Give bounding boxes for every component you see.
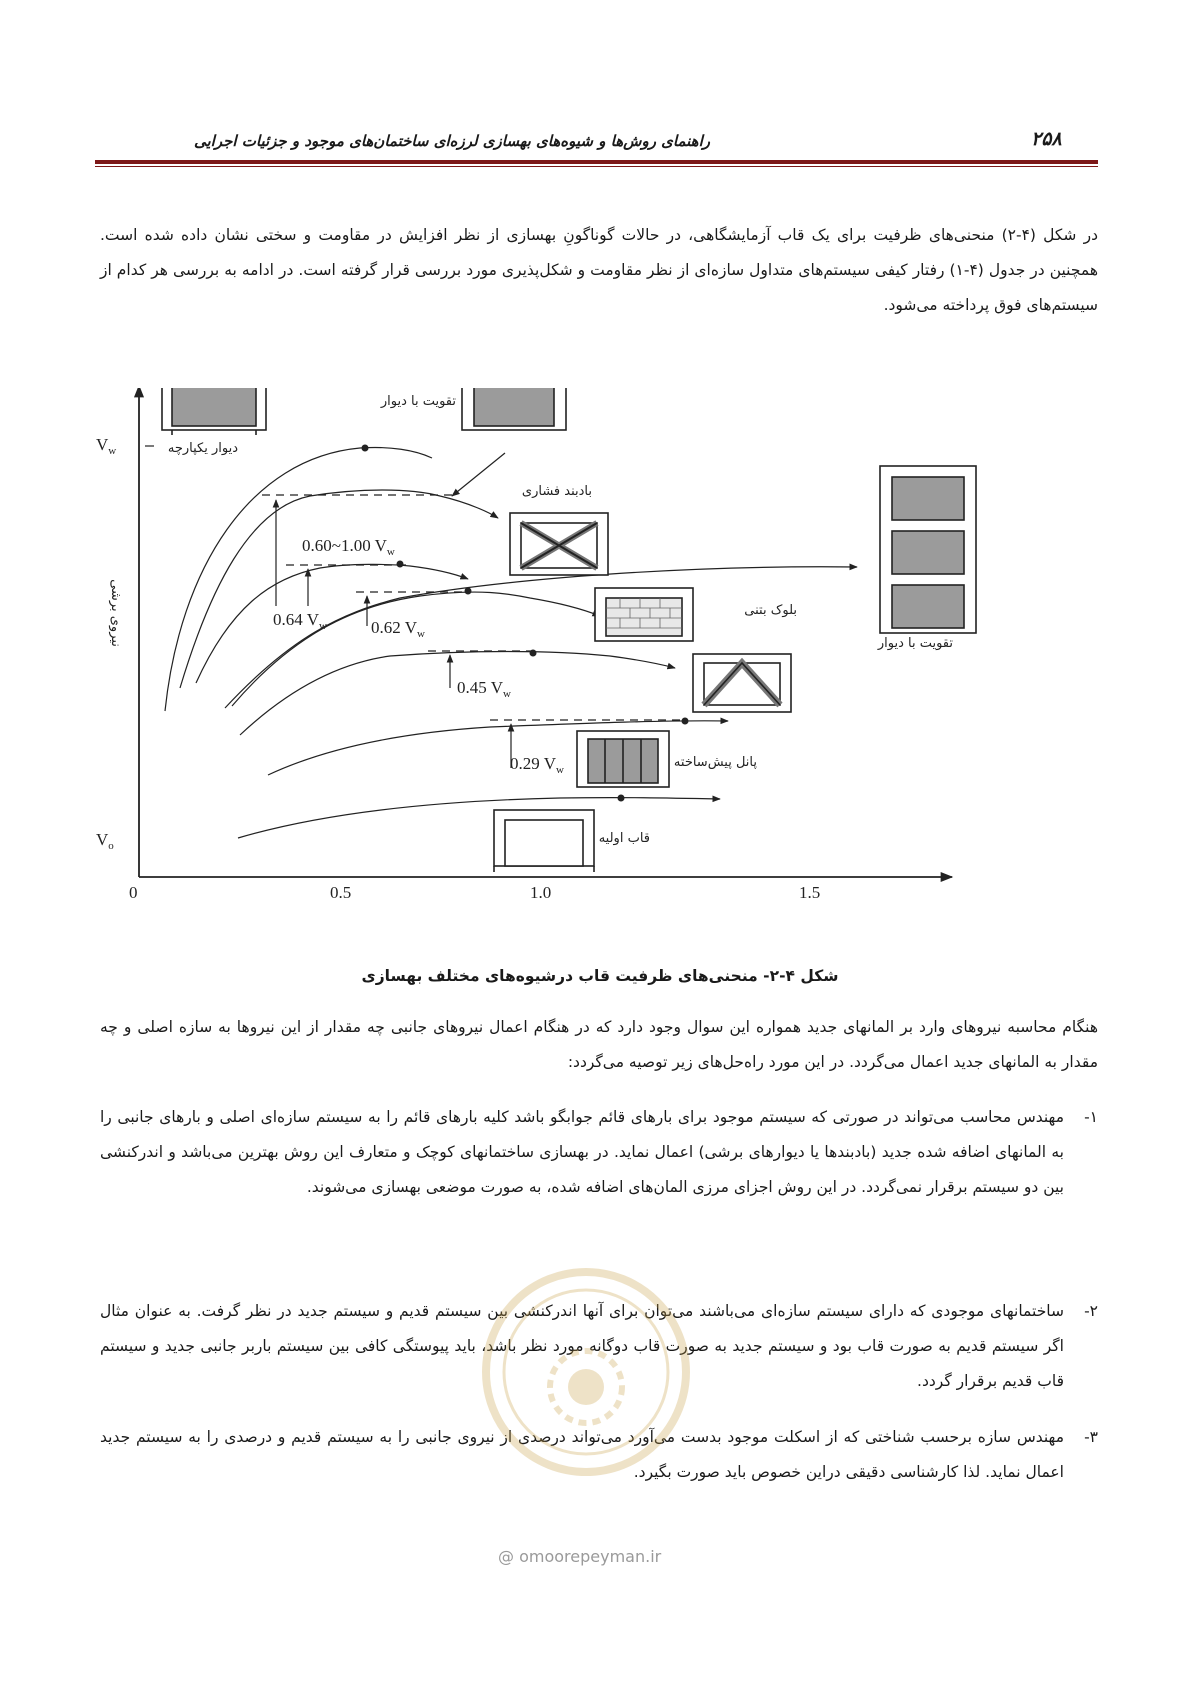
y-axis-label: نیروی برشی: [108, 579, 123, 647]
list-item-text: ساختمانهای موجودی که دارای سیستم سازه‌ای می‌باشند می‌توان برای آنها اندرکنشی بین سیستم قدیم و سیستم جدید در نظر گرفت. به عنوان مثال اگر سیستم قدیم به صورت قاب بود و سیستم جدید به صورت قاب دوگانه مورد نظر باشد، باید پیوستگی کافی بین سیستم باربر جانبی جدید و سیستم قاب قدیم برقرار گردد.: [100, 1302, 1064, 1390]
label-solid-wall: دیوار یکپارچه: [167, 441, 238, 456]
watermark-seal: [476, 1262, 696, 1482]
x-tick-0: 0: [129, 883, 138, 902]
figure-caption: شکل ۴-۲- منحنی‌های ظرفیت قاب درشیوه‌های مختلف بهسازی: [361, 967, 839, 985]
label-wall-strengthening-right: تقویت با دیوار: [877, 636, 953, 651]
x-tick-10: 1.0: [530, 883, 552, 902]
tick-vo: $V_o$: [96, 830, 114, 852]
value-0.60-1.00: 0.60~1.00 $V_w$: [302, 536, 395, 558]
header-rule-thick: [95, 160, 1098, 164]
label-initial-frame: قاب اولیه: [598, 831, 650, 846]
list-item-text: مهندس سازه برحسب شناختی که از اسکلت موجود بدست می‌آورد می‌تواند درصدی از نیروی جانبی را به سیستم قدیم و درصدی را به سیستم جدید اعمال نماید. لذا کارشناسی دقیقی دراین خصوص باید صورت بگیرد.: [100, 1428, 1064, 1481]
footer-url: @ omoorepeyman.ir: [498, 1547, 662, 1566]
list-item: [100, 1100, 1098, 1205]
tick-vw: $V_w$: [96, 435, 117, 457]
header-rule-thin: [95, 166, 1098, 167]
list-item-text: مهندس محاسب می‌تواند در صورتی که سیستم موجود برای بارهای قائم جوابگو باشد کلیه بارهای قائم را به سیستم سازه‌ای اصلی و بارهای جانبی را به المانهای اضافه شده جدید (بادبندها یا دیوارهای برشی) اعمال نماید. در بهسازی ساختمانهای کوچک و متعارف این روش بهترین می‌باشد و اندرکنشی بین دو سیستم برقرار نمی‌گردد. در این روش اجزای مرزی المان‌های اضافه شده، به صورت موضعی بهسازی می‌شوند.: [100, 1108, 1064, 1196]
list-item-number: ۱-: [1084, 1108, 1098, 1126]
value-0.45: 0.45 $V_w$: [457, 678, 511, 700]
page-number: ۲۵۸: [1031, 128, 1062, 150]
frame-icon-concrete-block: [595, 588, 693, 641]
list-item-number: ۲-: [1084, 1302, 1098, 1320]
page-header: [95, 126, 1098, 156]
intro-paragraph: در شکل (۴-۲) منحنی‌های ظرفیت برای یک قاب آزمایشگاهی، در حالات گوناگونِ بهسازی از نظر افزایش در مقاومت و سختی نشان داده شده است. همچنین در جدول (۴-۱) رفتار کیفی سیستم‌های متداول سازه‌ای از نظر مقاومت و شکل‌پذیری مورد بررسی قرار گرفته است. در ادامه به بررسی هر کدام از سیستم‌های فوق پرداخته می‌شود.: [100, 226, 1098, 314]
frame-icon-multistory: [880, 466, 976, 633]
capacity-curves-figure: [90, 388, 1100, 988]
frame-icon-initial-frame: [494, 810, 594, 872]
value-0.64: 0.64 $V_w$: [273, 610, 327, 632]
frame-icon-wall-strengthening: [462, 388, 566, 430]
running-title: راهنمای روش‌ها و شیوه‌های بهسازی لرزه‌ای ساختمان‌های موجود و جزئیات اجرایی: [193, 132, 710, 150]
value-0.29: 0.29 $V_w$: [510, 754, 564, 776]
list-item-number: ۳-: [1084, 1428, 1098, 1446]
label-precast-panel: پانل پیش‌ساخته: [673, 755, 757, 770]
label-concrete-block: بلوک بتنی: [744, 603, 797, 618]
label-wall-strengthening-top: تقویت با دیوار: [380, 394, 456, 409]
curve-solid-wall: [165, 447, 432, 711]
frame-icon-inverted-v-brace: [693, 654, 791, 712]
frame-icon-x-brace: [510, 513, 608, 575]
paragraph-2: هنگام محاسبه نیروهای وارد بر المانهای جدید همواره این سوال وجود دارد که در هنگام اعمال نیروهای جانبی چه مقدار از این نیروها به سازه اصلی و چه مقدار به المانهای جدید اعمال می‌گردد. در این مورد راه‌حل‌های زیر توصیه می‌گردد:: [100, 1018, 1098, 1071]
label-compression-brace: بادبند فشاری: [521, 484, 592, 499]
x-tick-05: 0.5: [330, 883, 352, 902]
frame-icon-solid-wall: [162, 388, 266, 435]
frame-icon-precast-panel: [577, 731, 669, 787]
value-0.62: 0.62 $V_w$: [371, 618, 425, 640]
x-tick-15: 1.5: [799, 883, 821, 902]
